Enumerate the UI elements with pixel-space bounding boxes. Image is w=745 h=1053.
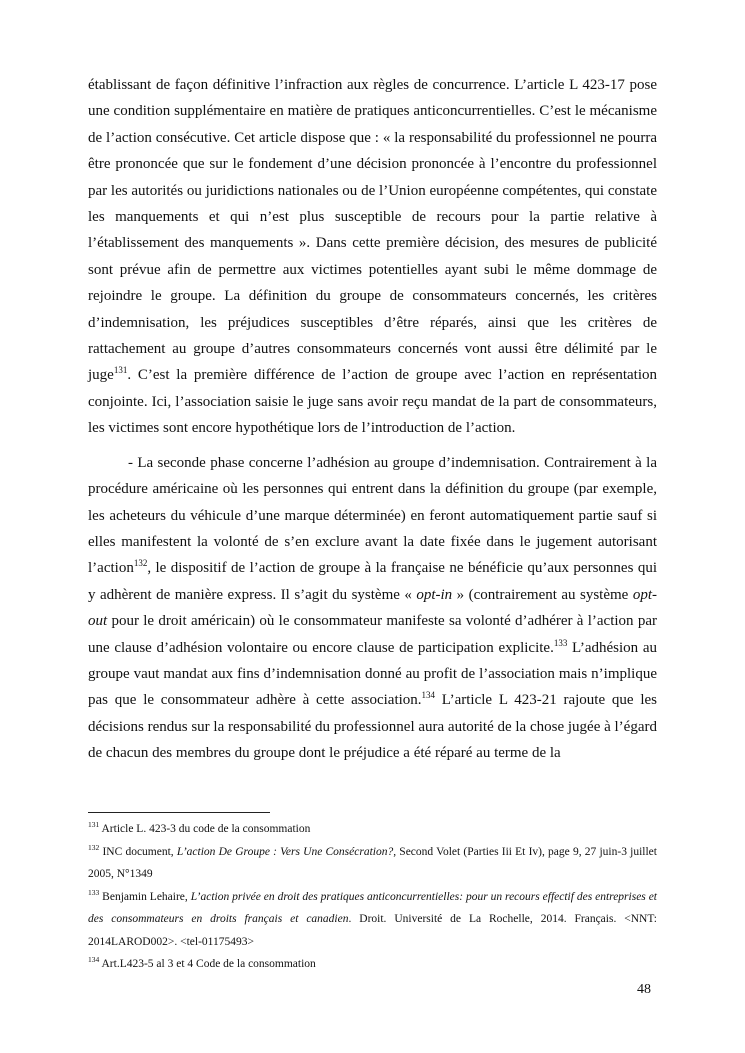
footnote-text: . Droit. Université de La Rochelle, 2014. Français. <NNT: 2014LAROD002>. <tel-01175493> (88, 913, 657, 948)
body-paragraph-2 (88, 450, 657, 767)
footnotes (88, 818, 657, 976)
footnote-ref-131: 131 (113, 365, 128, 376)
paragraph-text: - La seconde phase concerne l’adhésion au groupe d’indemnisation. Contrairement à la procédure américaine où les personnes qui entrent dans la définition du groupe (par exemple, les acheteurs du véhicule d’une marque déterminée) en feront automatiquement partie sauf si elles manifestent la volonté de s’en exclure avant la date fixée dans le jugement autorisant l’action (88, 454, 657, 577)
page-body (88, 72, 657, 767)
footnote-number: 133 (88, 887, 100, 897)
footnote-number: 132 (88, 842, 100, 852)
footnote-number: 131 (88, 820, 100, 830)
emphasis-opt-in: opt-in (416, 586, 453, 603)
footnote-separator (88, 812, 270, 813)
footnote-131 (88, 818, 657, 841)
footnote-number: 134 (88, 955, 100, 965)
emphasis-opt-out: opt-out (88, 586, 657, 630)
footnote-ref-132: 132 (133, 558, 148, 569)
footnote-text: Article L. 423-3 du code de la consommation (99, 823, 311, 835)
footnote-ref-133: 133 (553, 637, 568, 648)
footnote-text: INC document, (99, 845, 177, 858)
paragraph-text: L’article L 423-21 rajoute que les décisions rendus sur la responsabilité du professionnel aura autorité de la chose jugée à l’égard de chacun des membres du groupe dont le préjudice a été réparé au terme de la (88, 692, 657, 762)
footnote-text: Art.L423-5 al 3 et 4 Code de la consommation (99, 958, 316, 970)
paragraph-text: . C’est la première différence de l’action de groupe avec l’action en représentation conjointe. Ici, l’association saisie le juge sans avoir reçu mandat de la part de consommateurs, les victimes sont encore hypothétique lors de l’introduction de l’action. (88, 367, 657, 437)
footnote-133 (88, 886, 657, 954)
paragraph-text: L’adhésion au groupe vaut mandat aux fins d’indemnisation donné au profit de l’association mais n’implique pas que le consommateur adhère à cette association. (88, 639, 657, 709)
page-number: 48 (637, 982, 651, 997)
paragraph-text: pour le droit américain) où le consommateur manifeste sa volonté d’adhérer à l’action par une clause d’adhésion volontaire ou encore clause de participation explicite. (88, 613, 657, 656)
footnote-text: , Second Volet (Parties Iii Et Iv), page 9, 27 juin-3 juillet 2005, N°1349 (88, 845, 657, 880)
footnote-132 (88, 841, 657, 886)
footnote-ref-134: 134 (421, 690, 436, 701)
paragraph-text: , le dispositif de l’action de groupe à la française ne bénéficie qu’aux personnes qui y adhèrent de manière express. Il s’agit du système « (88, 560, 657, 603)
footnote-title: L’action De Groupe : Vers Une Consécration? (176, 845, 394, 858)
paragraph-text: » (contrairement au système (452, 586, 633, 603)
paragraph-text: établissant de façon définitive l’infraction aux règles de concurrence. L’article L 423-17 pose une condition supplémentaire en matière de pratiques anticoncurrentielles. C’est le mécanisme de l’action consécutive. Cet article dispose que : « la responsabilité du professionnel ne pourra être prononcée que sur le fondement d’une décision prononcée à l’encontre du professionnel par les autorités ou juridictions nationales ou de l’Union européenne compétentes, qui constate les manquements et qui n’est plus susceptible de recours pour la partie relative à l’établissement des manquements ». Dans cette première décision, des mesures de publicité sont prévue afin de permettre aux victimes potentielles ayant subi le même dommage de rejoindre le groupe. La définition du groupe de consommateurs concernés, les critères d’indemnisation, les préjudices susceptibles d’être réparés, ainsi que les critères de rattachement au groupe d’autres consommateurs concernés vont aussi être délimité par le juge (88, 77, 657, 384)
footnote-title: L’action privée en droit des pratiques anticoncurrentielles: pour un recours effectif des entreprises et des consommateurs en droits français et canadien (88, 890, 657, 925)
footnote-text: Benjamin Lehaire, (99, 890, 191, 903)
body-paragraph-1 (88, 72, 657, 442)
footnote-134 (88, 953, 657, 976)
